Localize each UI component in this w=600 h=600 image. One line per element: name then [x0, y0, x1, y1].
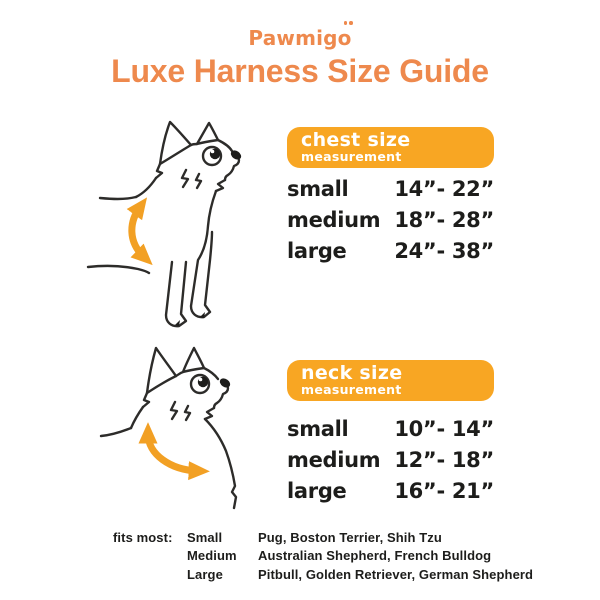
- table-row: [287, 177, 494, 199]
- badge-title: neck size: [301, 362, 403, 384]
- fits-most-sizes: [187, 529, 258, 584]
- neck-measurement-dog-illustration: [90, 340, 290, 520]
- neck-size-badge: [287, 360, 494, 401]
- fits-size-small: Small: [187, 530, 223, 545]
- fits-breeds-large: Pitbull, Golden Retriever, German Shepherd: [258, 566, 534, 582]
- fits-size-medium: Medium: [187, 548, 237, 564]
- size-label: medium: [287, 208, 381, 232]
- brand-logo-text: Pawmigo: [248, 26, 352, 50]
- fits-breeds-medium: Australian Shepherd, French Bulldog: [258, 548, 492, 564]
- fits-most-label: fits most:: [113, 530, 173, 545]
- size-range: 24”- 38”: [394, 239, 494, 263]
- table-row: [287, 479, 494, 501]
- chest-size-table: [287, 177, 494, 261]
- fits-breeds-small: Pug, Boston Terrier, Shih Tzu: [258, 530, 442, 545]
- size-range: 18”- 28”: [394, 208, 494, 232]
- fits-size-large: Large: [187, 566, 223, 582]
- size-range: 14”- 22”: [394, 177, 494, 201]
- fits-most-section: [113, 529, 548, 584]
- chest-size-panel: [287, 127, 494, 270]
- page-title: Luxe Harness Size Guide: [111, 53, 489, 89]
- table-row: [287, 417, 494, 439]
- size-range: 12”- 18”: [394, 448, 494, 472]
- size-label: large: [287, 239, 347, 263]
- neck-measure-arrow: [148, 434, 198, 471]
- table-row: [287, 208, 494, 230]
- size-range: 10”- 14”: [394, 417, 494, 441]
- neck-size-panel: [287, 360, 494, 510]
- table-row: [287, 448, 494, 470]
- paw-dots-icon: [344, 21, 353, 25]
- size-label: large: [287, 479, 347, 503]
- brand-logo: [248, 26, 351, 50]
- size-label: small: [287, 417, 349, 441]
- badge-subtitle: measurement: [301, 382, 402, 397]
- size-label: medium: [287, 448, 381, 472]
- table-row: [287, 239, 494, 261]
- badge-title: chest size: [301, 129, 411, 151]
- size-label: small: [287, 177, 349, 201]
- chest-size-badge: [287, 127, 494, 168]
- badge-subtitle: measurement: [301, 149, 402, 164]
- chest-measure-arrow: [132, 207, 144, 257]
- chest-measurement-dog-illustration: [78, 110, 278, 340]
- neck-size-table: [287, 417, 494, 501]
- brand-header: [0, 26, 600, 50]
- size-range: 16”- 21”: [394, 479, 494, 503]
- fits-most-breeds: [258, 529, 548, 584]
